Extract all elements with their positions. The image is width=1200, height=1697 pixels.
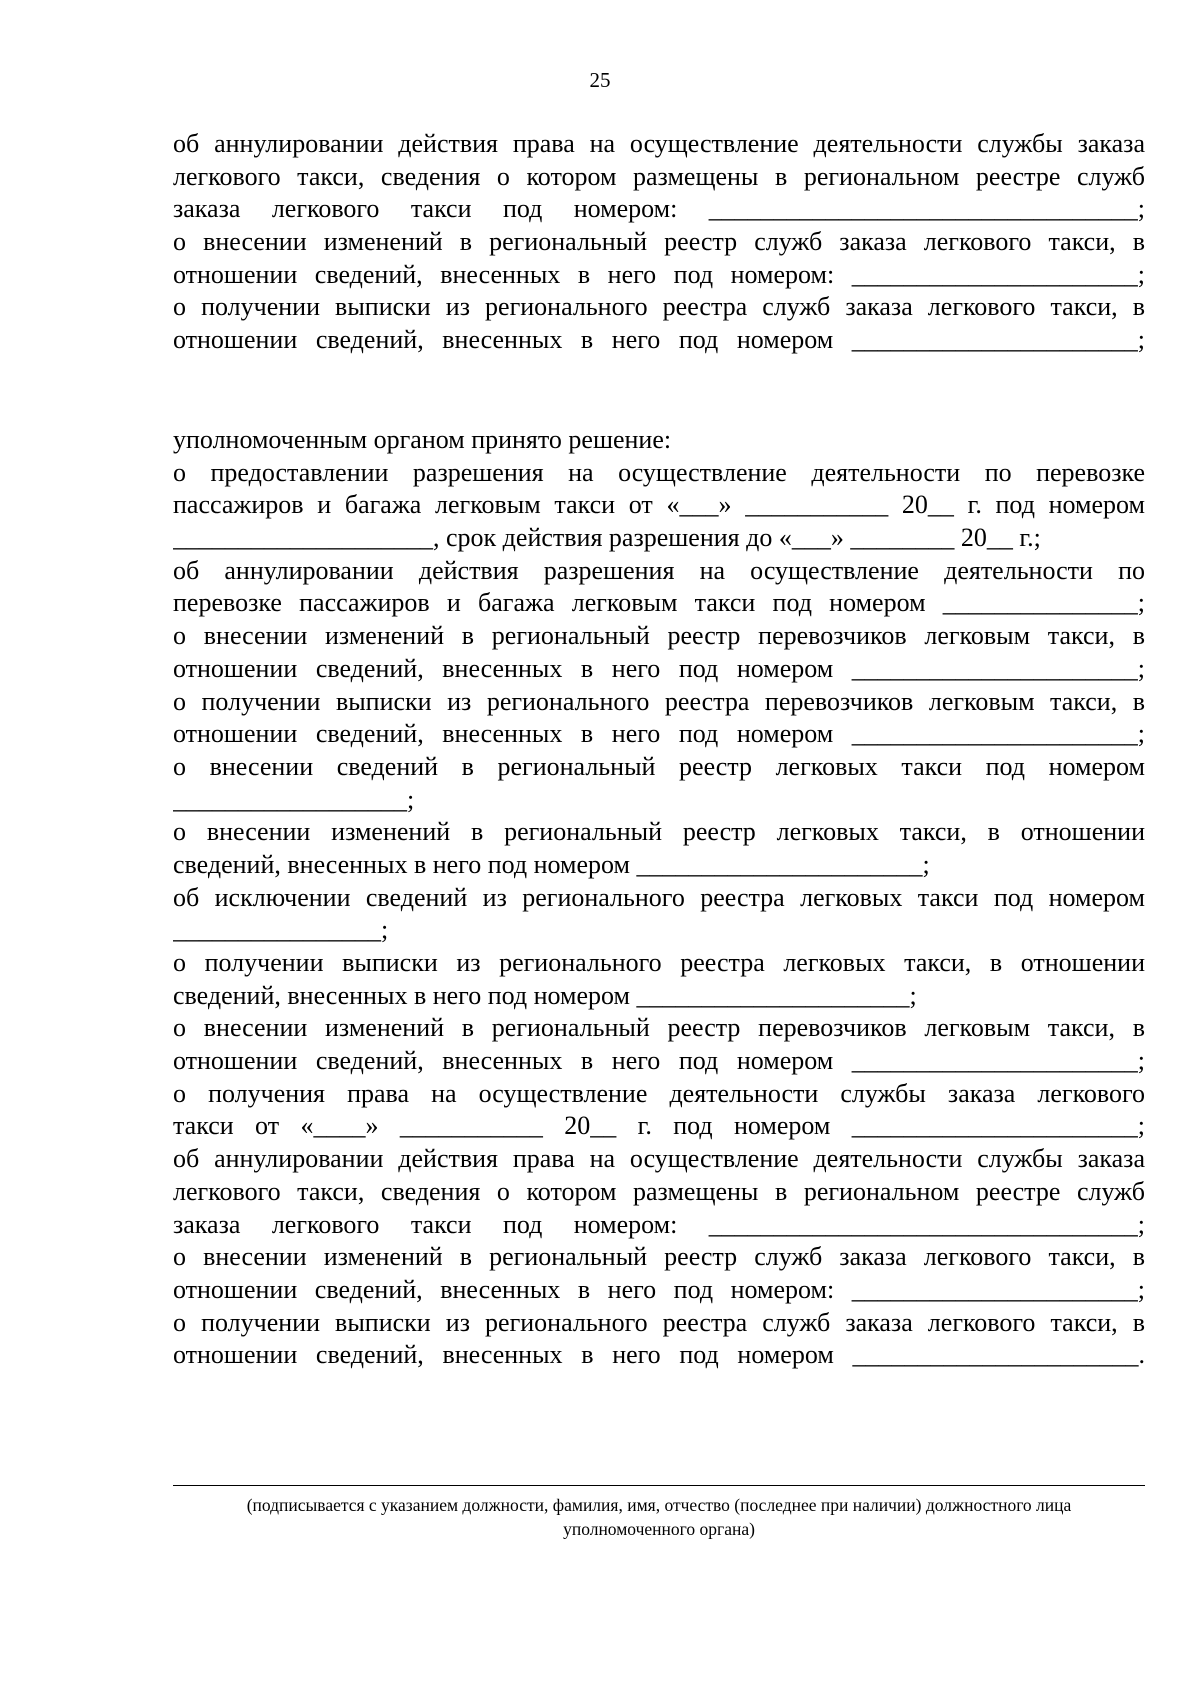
text-line: о внесении сведений в региональный реестр легковых такси под номером bbox=[173, 751, 1145, 781]
text-line: отношении сведений, внесенных в него под номером ______________________; bbox=[173, 325, 1145, 355]
text-line: заказа легкового такси под номером: _________________________________; bbox=[173, 194, 1145, 224]
text-line: о получении выписки из регионального реестра служб заказа легкового такси, в bbox=[173, 1307, 1145, 1337]
text-line: __________________; bbox=[173, 784, 415, 814]
text-line: отношении сведений, внесенных в него под номером: ______________________; bbox=[173, 1274, 1145, 1304]
text-line: о получении выписки из регионального реестра легковых такси, в отношении bbox=[173, 948, 1145, 977]
signature-caption-line-2: уполномоченного органа) bbox=[563, 1519, 755, 1539]
section-heading: уполномоченным органом принято решение: bbox=[173, 425, 672, 454]
text-line: о внесении изменений в региональный реестр перевозчиков легковым такси, в bbox=[173, 1013, 1145, 1043]
text-line: об аннулировании действия права на осуществление деятельности службы заказа bbox=[173, 1144, 1145, 1174]
text-line: отношении сведений, внесенных в него под номером ______________________; bbox=[173, 719, 1145, 749]
text-line: заказа легкового такси под номером: _________________________________; bbox=[173, 1209, 1145, 1239]
page-number: 25 bbox=[589, 68, 611, 92]
text-line: о получения права на осуществление деятельности службы заказа легкового bbox=[173, 1078, 1145, 1108]
text-line: о внесении изменений в региональный реестр легковых такси, в отношении bbox=[173, 817, 1145, 847]
text-block-2 bbox=[173, 424, 1145, 1372]
signature-caption bbox=[173, 1493, 1145, 1541]
text-line: о внесении изменений в региональный реестр перевозчиков легковым такси, в bbox=[173, 621, 1145, 651]
text-line: сведений, внесенных в него под номером _____________________; bbox=[173, 980, 917, 1010]
text-line: о получении выписки из регионального реестра перевозчиков легковым такси, в bbox=[173, 686, 1145, 716]
text-line: отношении сведений, внесенных в него под номером ______________________. bbox=[173, 1340, 1145, 1370]
text-line: отношении сведений, внесенных в него под номером: ______________________; bbox=[173, 259, 1145, 289]
text-line: перевозке пассажиров и багажа легковым такси под номером _______________; bbox=[173, 588, 1145, 618]
text-line: об исключении сведений из регионального реестра легковых такси под номером bbox=[173, 882, 1145, 912]
text-line: легкового такси, сведения о котором размещены в региональном реестре служб bbox=[173, 161, 1145, 191]
text-line: о внесении изменений в региональный реестр служб заказа легкового такси, в bbox=[173, 227, 1145, 257]
text-line: об аннулировании действия права на осуществление деятельности службы заказа bbox=[173, 129, 1145, 158]
text-line: легкового такси, сведения о котором размещены в региональном реестре служб bbox=[173, 1176, 1145, 1206]
text-line: об аннулировании действия разрешения на осуществление деятельности по bbox=[173, 555, 1145, 585]
text-line: о предоставлении разрешения на осуществление деятельности по перевозке bbox=[173, 457, 1145, 487]
text-block-1 bbox=[173, 128, 1145, 357]
signature-caption-line-1: (подписывается с указанием должности, фамилия, имя, отчество (последнее при наличии) должностного лица bbox=[246, 1495, 1072, 1515]
text-line: сведений, внесенных в него под номером ______________________; bbox=[173, 849, 930, 879]
signature-line bbox=[173, 1485, 1145, 1486]
text-line: о получении выписки из регионального реестра служб заказа легкового такси, в bbox=[173, 292, 1145, 322]
text-line: о внесении изменений в региональный реестр служб заказа легкового такси, в bbox=[173, 1242, 1145, 1272]
text-line: ____________________, срок действия разрешения до «___» ________ 20__ г.; bbox=[173, 523, 1041, 553]
text-line: такси от «____» ___________ 20__ г. под номером ______________________; bbox=[173, 1111, 1145, 1141]
text-line: пассажиров и багажа легковым такси от «___» ___________ 20__ г. под номером bbox=[173, 490, 1145, 520]
text-line: ________________; bbox=[173, 915, 389, 945]
text-line: отношении сведений, внесенных в него под номером ______________________; bbox=[173, 653, 1145, 683]
text-line: отношении сведений, внесенных в него под номером ______________________; bbox=[173, 1046, 1145, 1076]
